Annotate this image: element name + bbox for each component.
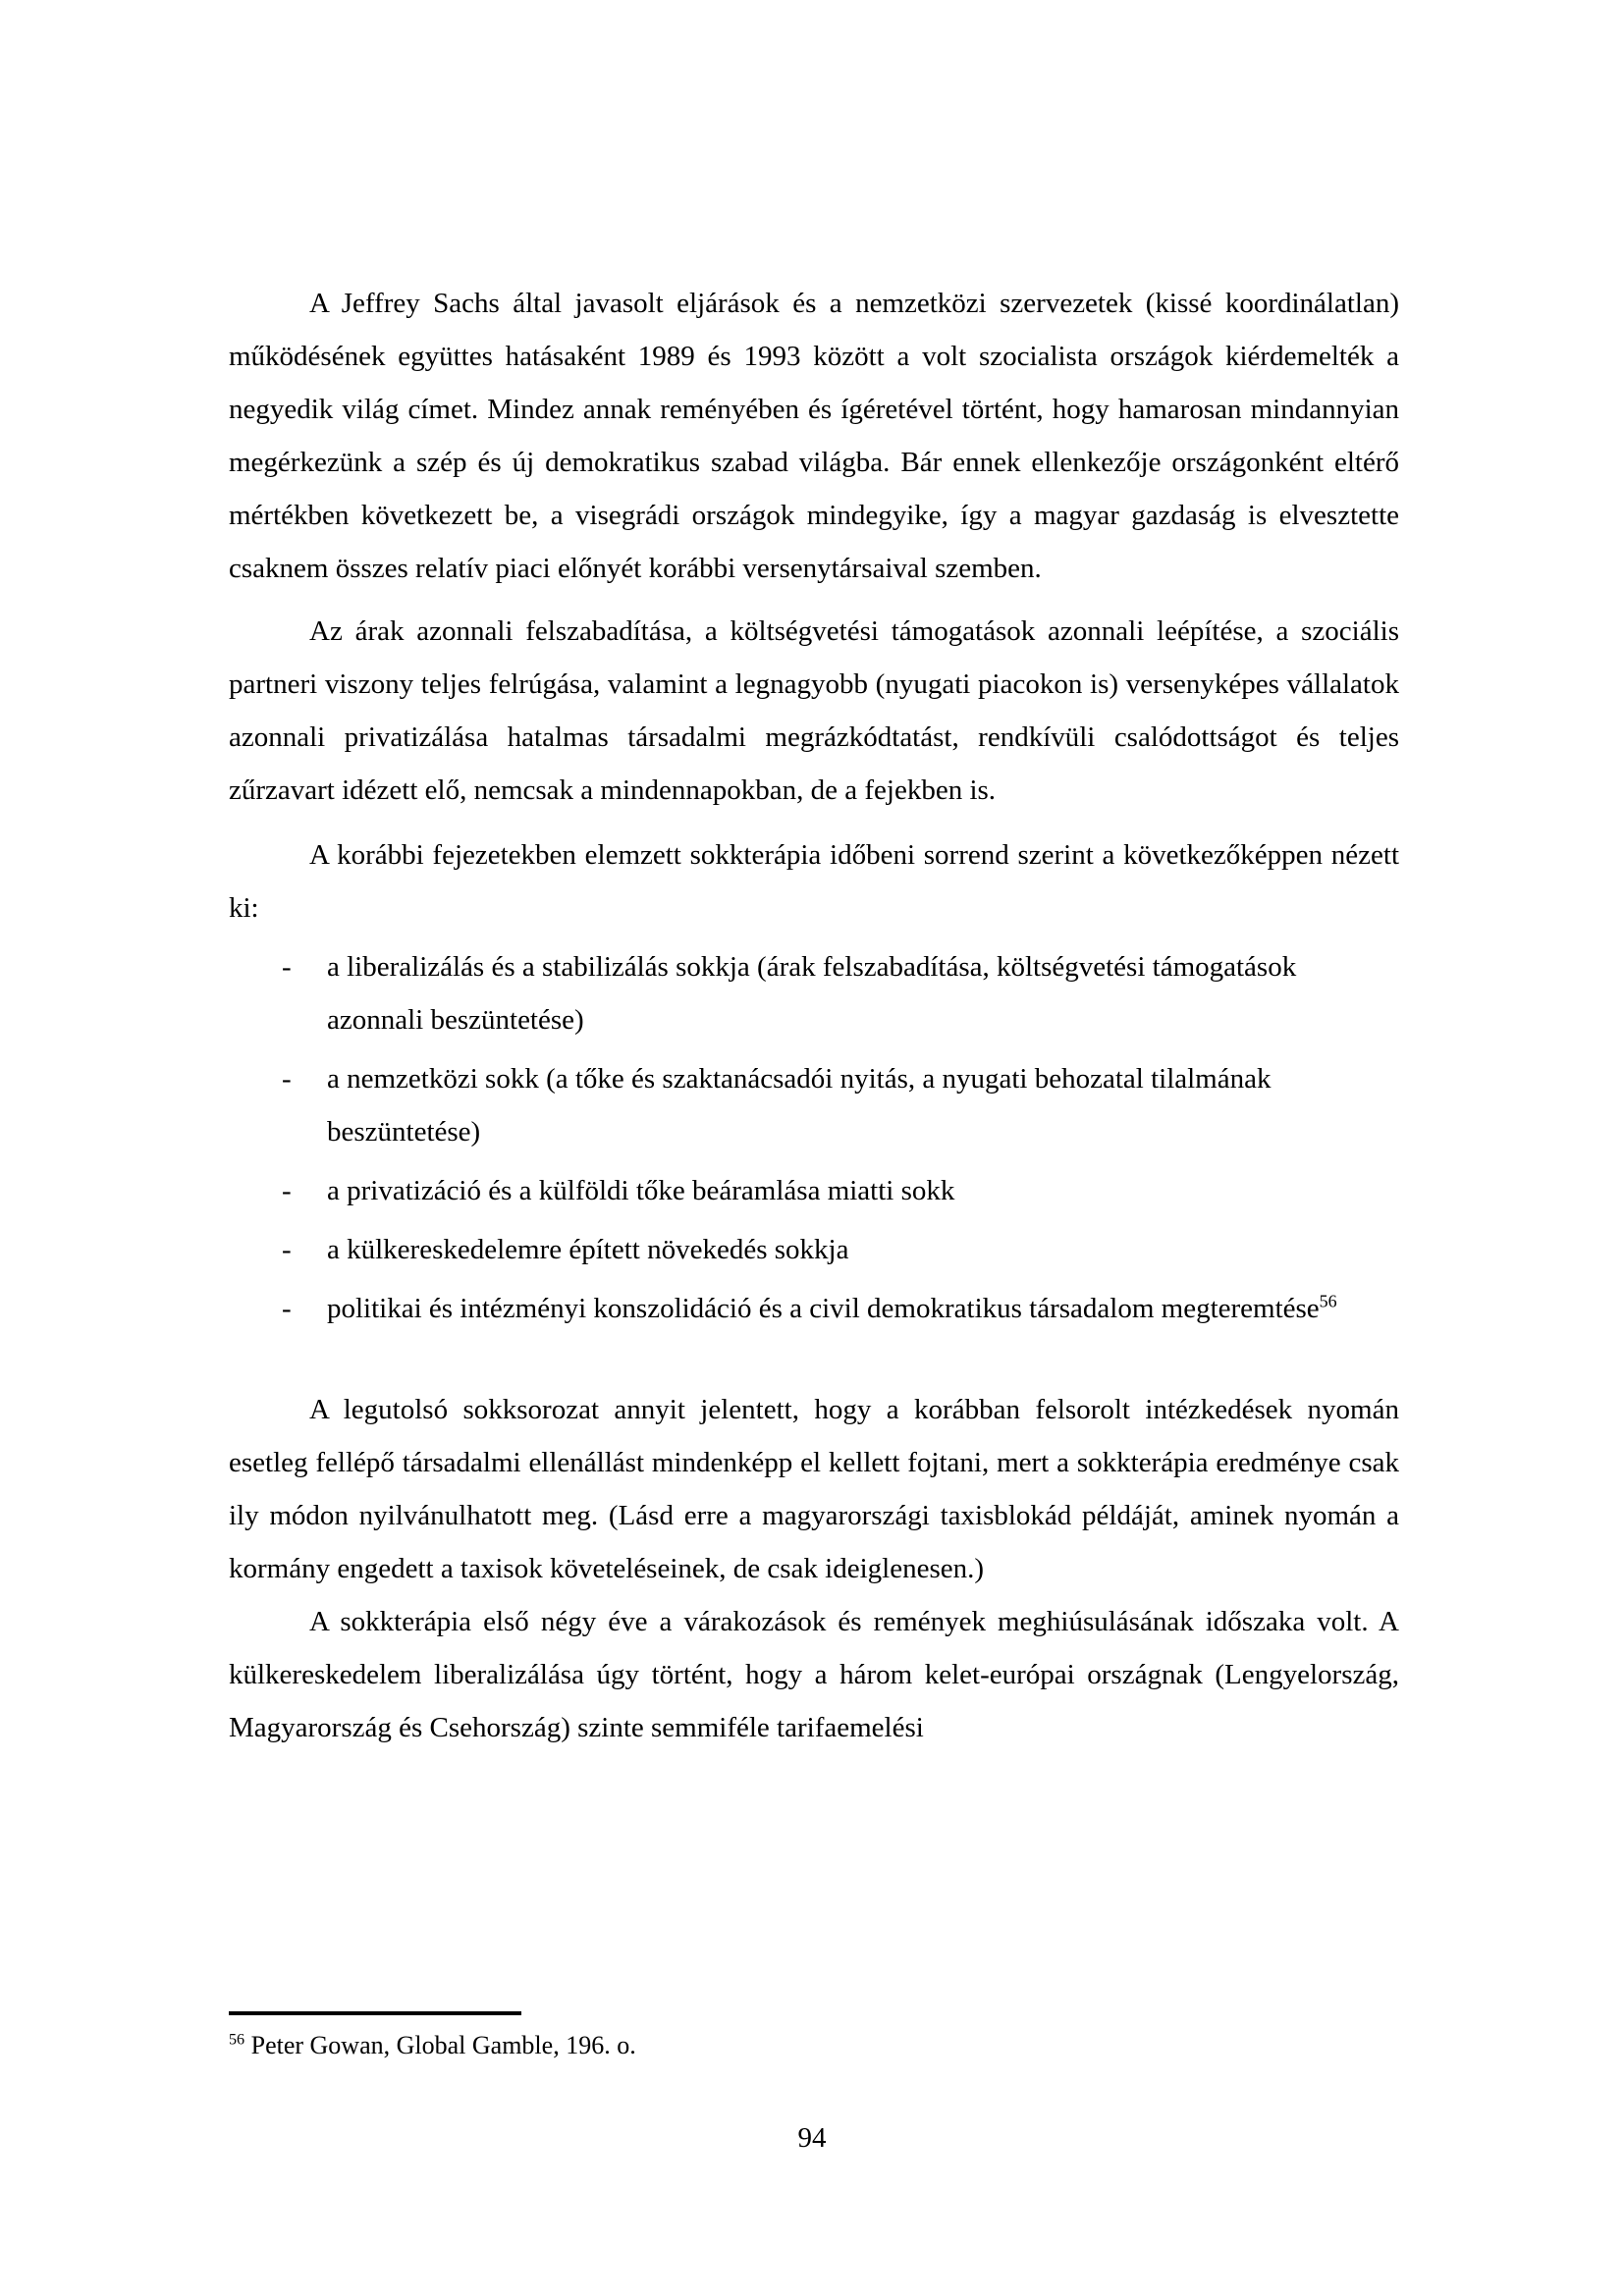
list-item-text: politikai és intézményi konszolidáció és a civil demokratikus társadalom megteremtése: [327, 1293, 1320, 1324]
paragraph-shock-therapy-intro: A korábbi fejezetekben elemzett sokkterápia időbeni sorrend szerint a következőképpen nézett ki:: [229, 839, 1399, 924]
list-item: [229, 1164, 1399, 1217]
footnote-reference: 56: [1319, 1291, 1337, 1311]
list-item: [229, 1282, 1399, 1335]
paragraph-last-shock-series: A legutolsó sokksorozat annyit jelentett, hogy a korábban felsorolt intézkedések nyomán esetleg fellépő társadalmi ellenállást mindenképp el kellett fojtani, mert a sokkterápia eredménye csak ily módon nyilvánulhatott meg. (Lásd erre a magyarországi taxisblokád példáját, aminek nyomán a kormány engedett a taxisok követeléseinek, de csak ideiglenesen.): [229, 1394, 1399, 1584]
footnote-marker: 56: [229, 2031, 245, 2049]
list-item-text: a külkereskedelemre épített növekedés sokkja: [327, 1234, 849, 1265]
dash-bullet: -: [282, 1293, 292, 1324]
paragraph-price-liberalization: Az árak azonnali felszabadítása, a költségvetési támogatások azonnali leépítése, a szociális partneri viszony teljes felrúgása, valamint a legnagyobb (nyugati piacokon is) versenyképes vállalatok azonnali privatizálása hatalmas társadalmi megrázkódtatást, rendkívüli csalódottságot és teljes zűrzavart idézett elő, nemcsak a mindennapokban, de a fejekben is.: [229, 615, 1399, 806]
list-item-text: a liberalizálás és a stabilizálás sokkja (árak felszabadítása, költségvetési támogatások azonnali beszüntetése): [327, 951, 1297, 1036]
footnote-citation: Peter Gowan, Global Gamble, 196. o.: [244, 2031, 636, 2059]
dash-bullet: -: [282, 1063, 292, 1095]
list-item-text: a privatizáció és a külföldi tőke beáramlása miatti sokk: [327, 1175, 955, 1206]
dash-bullet: -: [282, 1175, 292, 1206]
list-item: [229, 1052, 1399, 1158]
body-text: [229, 277, 1399, 1754]
dash-bullet: -: [282, 951, 292, 983]
footnote-area: [229, 2011, 1399, 2062]
dash-bullet: -: [282, 1234, 292, 1265]
shock-therapy-list: [229, 940, 1399, 1335]
list-item-text: a nemzetközi sokk (a tőke és szaktanácsadói nyitás, a nyugati behozatal tilalmának beszüntetése): [327, 1063, 1272, 1148]
paragraph-sachs-intro: A Jeffrey Sachs által javasolt eljárások és a nemzetközi szervezetek (kissé koordinálatlan) működésének együttes hatásaként 1989 és 1993 között a volt szocialista országok kiérdemelték a negyedik világ címet. Mindez annak reményében és ígéretével történt, hogy hamarosan mindannyian megérkezünk a szép és új demokratikus szabad világba. Bár ennek ellenkezője országonként eltérő mértékben következett be, a visegrádi országok mindegyike, így a magyar gazdaság is elvesztette csaknem összes relatív piaci előnyét korábbi versenytársaival szemben.: [229, 288, 1399, 584]
paragraph-first-four-years: A sokkterápia első négy éve a várakozások és remények meghiúsulásának időszaka volt. A külkereskedelem liberalizálása úgy történt, hogy a három kelet-európai országnak (Lengyelország, Magyarország és Csehország) szinte semmiféle tarifaemelési: [229, 1606, 1399, 1743]
page-number: 94: [797, 2122, 827, 2154]
footnote-separator-rule: [229, 2011, 521, 2015]
list-item: [229, 940, 1399, 1046]
footnote-text: [229, 2029, 1399, 2062]
list-item: [229, 1223, 1399, 1276]
